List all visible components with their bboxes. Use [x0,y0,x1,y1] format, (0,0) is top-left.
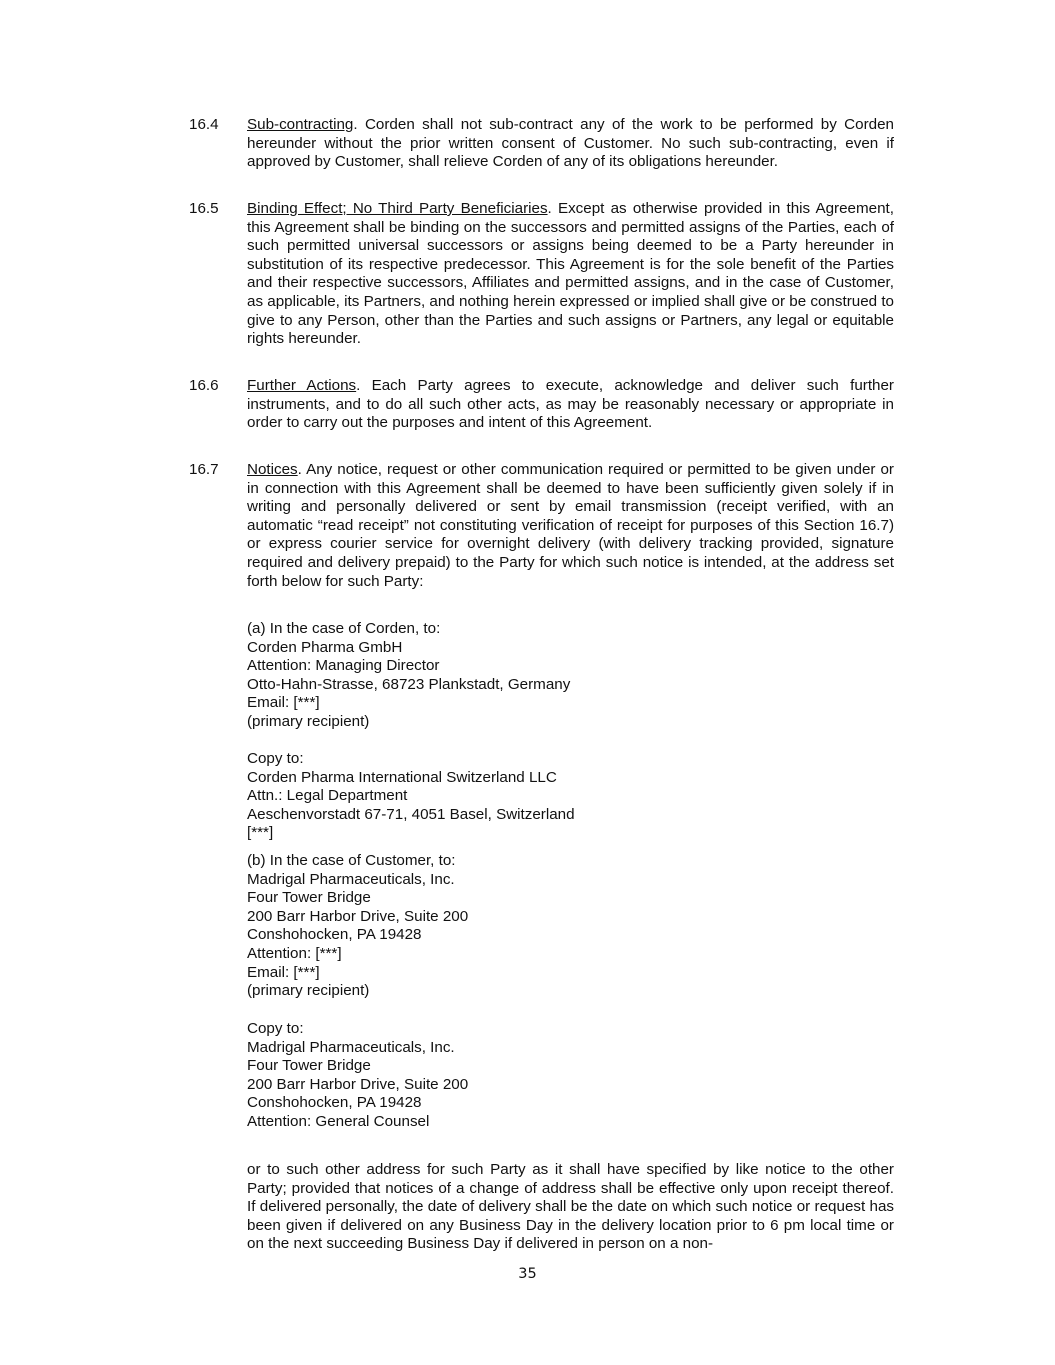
address-block-corden-copy [247,750,575,843]
address-line: Attn.: Legal Department [247,787,408,805]
section-title: Further Actions [247,377,357,394]
address-line: Four Tower Bridge [247,1057,371,1075]
address-line: 200 Barr Harbor Drive, Suite 200 [247,907,469,925]
address-line: (primary recipient) [247,712,370,730]
section-16-5 [189,200,894,349]
address-line: Madrigal Pharmaceuticals, Inc. [247,1038,455,1056]
address-line: Attention: Managing Director [247,657,440,675]
section-16-7 [189,461,894,591]
address-line: (primary recipient) [247,982,370,1000]
section-title: Notices [247,461,298,478]
address-line: 200 Barr Harbor Drive, Suite 200 [247,1075,469,1093]
section-number: 16.7 [189,461,219,478]
address-line: Aeschenvorstadt 67-71, 4051 Basel, Switzerland [247,805,575,823]
section-16-6 [189,377,894,433]
address-line: Madrigal Pharmaceuticals, Inc. [247,870,455,888]
section-number: 16.4 [189,116,219,133]
address-line: Otto-Hahn-Strasse, 68723 Plankstadt, Germany [247,675,571,693]
address-line: Attention: General Counsel [247,1112,430,1130]
section-text: . Except as otherwise provided in this Agreement, this Agreement shall be binding on the successors and permitted assigns of the Parties, each of such permitted universal successors or assigns being deemed to be a Party hereunder in substitution of its respective predecessor. This Agreement is for the sole benefit of the Parties and their respective successors, Affiliates and permitted assigns, and in the case of Customer, as applicable, its Partners, and nothing herein expressed or implied shall give or be construed to give to any Person, other than the Parties and such assigns or Partners, any legal or equitable rights hereunder. [247,200,894,348]
address-line: Copy to: [247,1020,304,1037]
section-16-4 [189,116,894,172]
section-body [247,377,894,433]
address-line: Attention: [***] [247,944,342,962]
address-line: Email: [***] [247,963,320,981]
address-block-customer-copy [247,1020,468,1132]
closing-paragraph: or to such other address for such Party as it shall have specified by like notice to the other Party; provided that notices of a change of address shall be effective only upon receipt thereof. If delivered personally, the date of delivery shall be the date on which such notice or request has been given if delivered on any Business Day in the delivery location prior to 6 pm local time or on the next succeeding Business Day if delivered in person on a non- [247,1161,894,1253]
section-number: 16.6 [189,377,219,394]
address-line: Email: [***] [247,694,320,712]
address-line: (b) In the case of Customer, to: [247,852,456,869]
address-line: Corden Pharma International Switzerland LLC [247,768,557,786]
address-line: Four Tower Bridge [247,889,371,907]
address-line: (a) In the case of Corden, to: [247,620,441,637]
section-text: . Each Party agrees to execute, acknowledge and deliver such further instruments, and to do all such other acts, as may be reasonably necessary or appropriate in order to carry out the purposes and intent of this Agreement. [247,377,894,432]
section-title: Sub-contracting [247,116,354,133]
address-block-corden [247,620,570,732]
page-number: 35 [518,1266,537,1282]
section-text: . Any notice, request or other communication required or permitted to be given under or in connection with this Agreement shall be deemed to have been sufficiently given solely if in writing and personally delivered or sent by email transmission (receipt verified, with an automatic “read receipt” not constituting verification of receipt for purposes of this Section 16.7) or express courier service for overnight delivery (with delivery tracking provided, signature required and delivery prepaid) to the Party for which such notice is intended, at the address set forth below for such Party: [247,461,894,590]
section-body [247,200,894,349]
address-block-customer [247,852,468,1001]
section-body [247,461,894,591]
section-body [247,116,894,172]
address-line: Corden Pharma GmbH [247,638,403,656]
address-line: [***] [247,824,274,842]
address-line: Conshohocken, PA 19428 [247,926,422,944]
address-line: Copy to: [247,750,304,767]
address-line: Conshohocken, PA 19428 [247,1094,422,1112]
section-text: . Corden shall not sub-contract any of the work to be performed by Corden hereunder without the prior written consent of Customer. No such sub-contracting, even if approved by Customer, shall relieve Corden of any of its obligations hereunder. [247,116,894,171]
section-number: 16.5 [189,200,219,217]
section-title: Binding Effect; No Third Party Beneficiaries [247,200,548,217]
